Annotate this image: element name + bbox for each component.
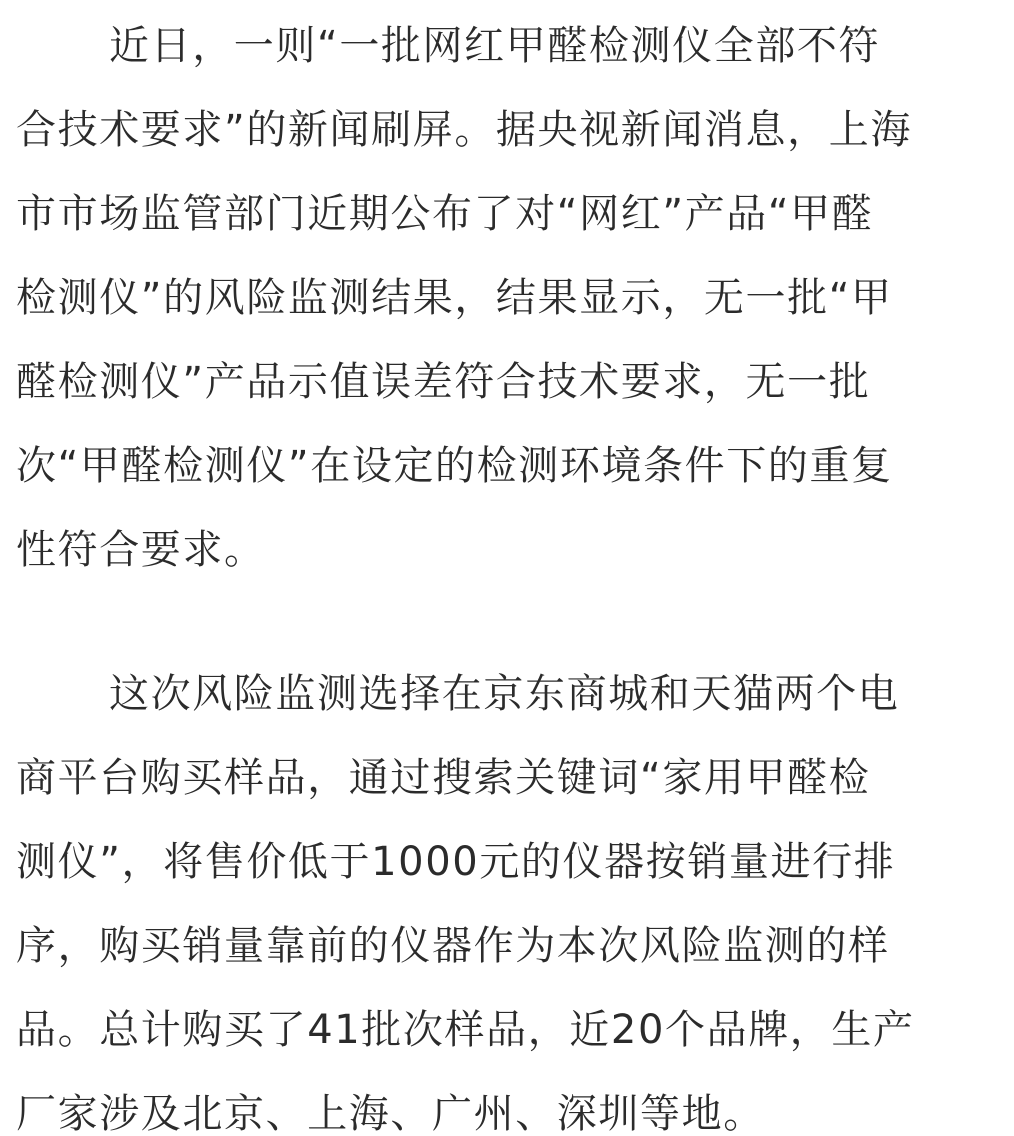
text-line: 性符合要求。 <box>16 527 266 573</box>
text-line: 近日，一则“一批网红甲醛检测仪全部不符 <box>109 23 881 69</box>
text-line: 品。总计购买了41批次样品，近20个品牌，生产 <box>16 1007 915 1053</box>
paragraph-2 <box>16 652 915 1136</box>
text-line: 厂家涉及北京、上海、广州、深圳等地。 <box>16 1091 765 1136</box>
text-line: 合技术要求”的新闻刷屏。据央视新闻消息，上海 <box>16 107 912 153</box>
text-line: 测仪”，将售价低于1000元的仪器按销量进行排 <box>16 839 896 885</box>
text-line: 商平台购买样品，通过搜索关键词“家用甲醛检 <box>16 755 871 801</box>
text-line: 序，购买销量靠前的仪器作为本次风险监测的样 <box>16 923 890 969</box>
text-line: 这次风险监测选择在京东商城和天猫两个电 <box>109 671 900 717</box>
paragraph-1 <box>16 4 912 592</box>
text-line: 市市场监管部门近期公布了对“网红”产品“甲醛 <box>16 191 874 237</box>
text-line: 次“甲醛检测仪”在设定的检测环境条件下的重复 <box>16 443 893 489</box>
text-line: 检测仪”的风险监测结果，结果显示，无一批“甲 <box>16 275 893 321</box>
text-line: 醛检测仪”产品示值误差符合技术要求，无一批 <box>16 359 871 405</box>
